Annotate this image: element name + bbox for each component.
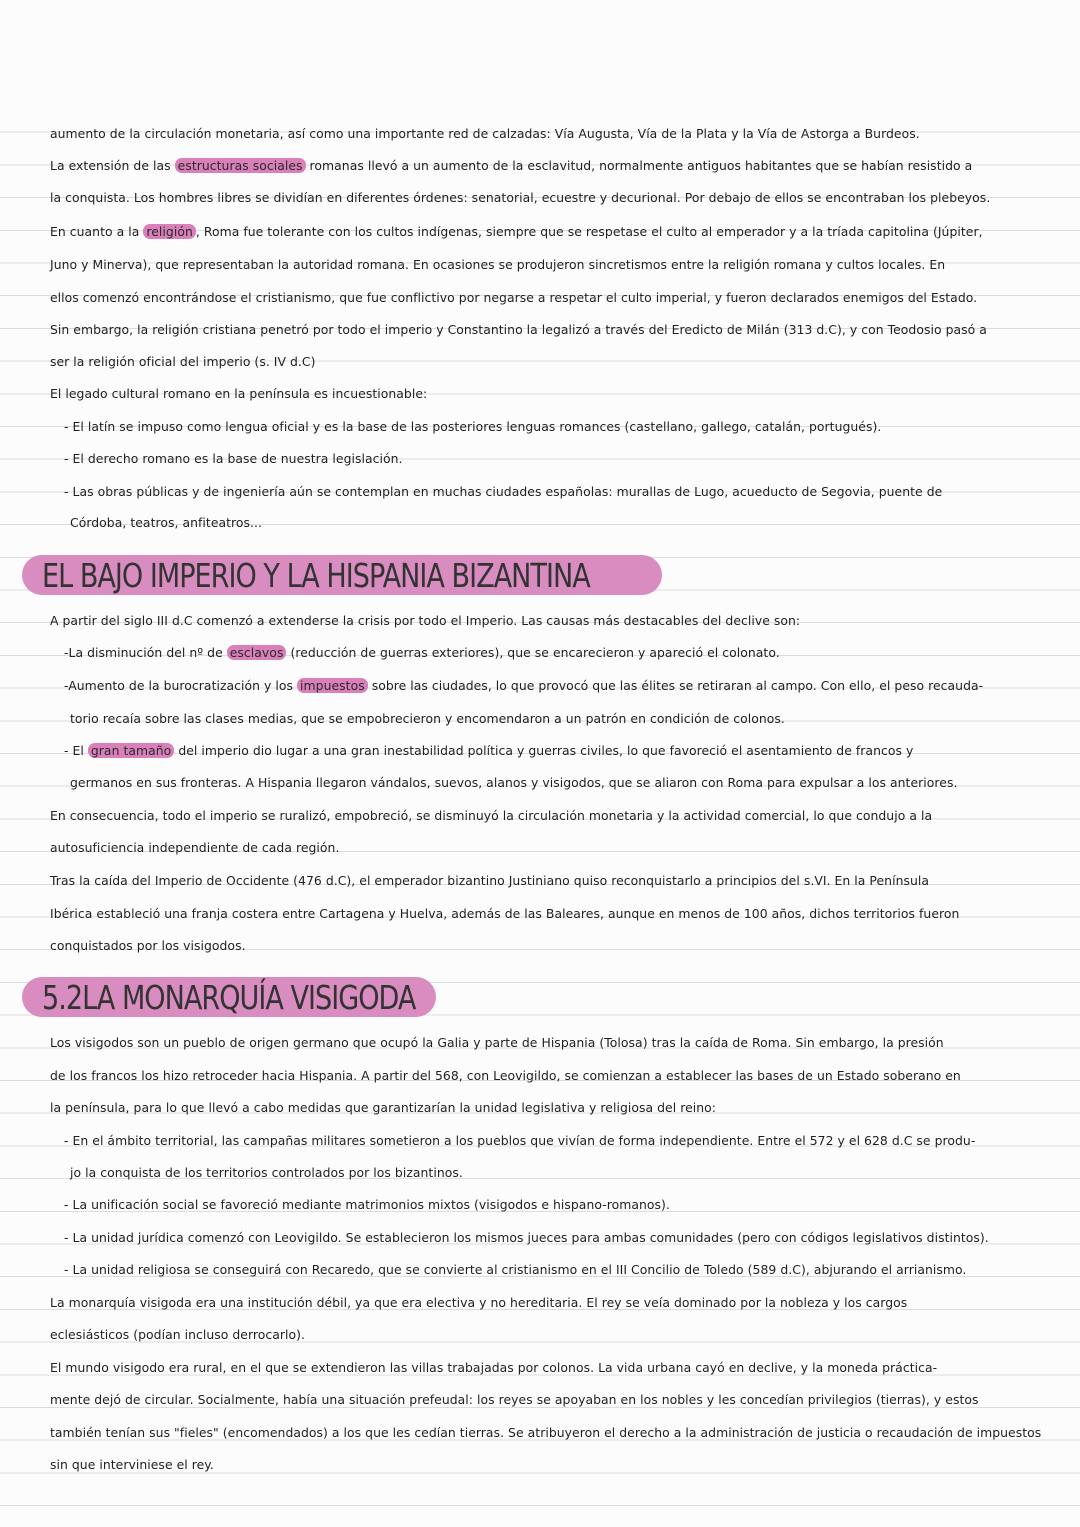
text-line: Los visigodos son un pueblo de origen germano que ocupó la Galia y parte de Hispania (Tolosa) tras la caída de Roma. Sin embargo, la presión: [50, 1035, 944, 1050]
text-line: Juno y Minerva), que representaban la autoridad romana. En ocasiones se produjeron sincretismos entre la religión romana y cultos locales. En: [50, 257, 946, 272]
heading-text: 5.2LA MONARQUÍA VISIGODA: [42, 978, 416, 1017]
text-segment: -Aumento de la burocratización y los: [64, 678, 298, 693]
bullet-item: - El derecho romano es la base de nuestra legislación.: [64, 451, 403, 466]
section-heading-bajo-imperio: [22, 555, 662, 595]
text-line: mente dejó de circular. Socialmente, había una situación prefeudal: los reyes se apoyaban en los nobles y les concedían privilegios (tierras), y estos: [50, 1392, 979, 1407]
highlight-esclavos: esclavos: [227, 645, 287, 660]
text-segment: En cuanto a la: [50, 224, 144, 239]
text-line: autosuficiencia independiente de cada región.: [50, 840, 340, 855]
bullet-continuation: jo la conquista de los territorios controlados por los bizantinos.: [70, 1165, 463, 1180]
highlight-religion: religión: [143, 224, 195, 239]
bullet-item: - El latín se impuso como lengua oficial y es la base de las posteriores lenguas romances (castellano, gallego, catalán, portugués).: [64, 419, 882, 434]
text-line: Sin embargo, la religión cristiana penetró por todo el imperio y Constantino la legalizó a través del Eredicto de Milán (313 d.C), y con Teodosio pasó a: [50, 322, 987, 337]
text-line: la conquista. Los hombres libres se dividían en diferentes órdenes: senatorial, ecuestre y decurional. Por debajo de ellos se encontraban los plebeyos.: [50, 190, 991, 205]
bullet-item: - En el ámbito territorial, las campañas militares sometieron a los pueblos que vivían de forma independiente. Entre el 572 y el 628 d.C se produ-: [64, 1133, 976, 1148]
bullet-item: [64, 743, 913, 759]
highlight-gran-tamano: gran tamaño: [88, 743, 174, 758]
text-line: de los francos los hizo retroceder hacia Hispania. A partir del 568, con Leovigildo, se comienzan a establecer las bases de un Estado soberano en: [50, 1068, 961, 1083]
text-line: sin que interviniese el rey.: [50, 1457, 214, 1472]
text-line: [50, 158, 972, 174]
text-line: [50, 224, 983, 240]
text-segment: , Roma fue tolerante con los cultos indígenas, siempre que se respetase el culto al emperador y a la tríada capitolina (Júpiter,: [195, 224, 983, 239]
text-line: La monarquía visigoda era una institución débil, ya que era electiva y no hereditaria. El rey se veía dominado por la nobleza y los cargos: [50, 1295, 908, 1310]
text-line: A partir del siglo III d.C comenzó a extenderse la crisis por todo el Imperio. Las causas más destacables del declive son:: [50, 613, 801, 628]
text-segment: -La disminución del nº de: [64, 645, 227, 660]
bullet-item: - La unidad religiosa se conseguirá con Recaredo, que se convierte al cristianismo en el III Concilio de Toledo (589 d.C), abjurando el arrianismo.: [64, 1262, 967, 1277]
highlight-estructuras-sociales: estructuras sociales: [175, 158, 306, 173]
bullet-continuation: torio recaía sobre las clases medias, que se empobrecieron y encomendaron a un patrón en condición de colonos.: [70, 711, 785, 726]
text-line: El legado cultural romano en la península es incuestionable:: [50, 386, 428, 401]
text-segment: sobre las ciudades, lo que provocó que las élites se retiraran al campo. Con ello, el peso recauda-: [367, 678, 984, 693]
text-segment: romanas llevó a un aumento de la esclavitud, normalmente antiguos habitantes que se habían resistido a: [305, 158, 973, 173]
text-line: la península, para lo que llevó a cabo medidas que garantizarían la unidad legislativa y religiosa del reino:: [50, 1100, 716, 1115]
text-line: conquistados por los visigodos.: [50, 938, 246, 953]
text-line: eclesiásticos (podían incluso derrocarlo).: [50, 1327, 306, 1342]
bullet-item: - Las obras públicas y de ingeniería aún se contemplan en muchas ciudades españolas: murallas de Lugo, acueducto de Segovia, puente de: [64, 484, 943, 499]
bullet-item: - La unidad jurídica comenzó con Leovigildo. Se establecieron los mismos jueces para ambas comunidades (pero con códigos legislativos distintos).: [64, 1230, 989, 1245]
bullet-continuation: germanos en sus fronteras. A Hispania llegaron vándalos, suevos, alanos y visigodos, que se aliaron con Roma para expulsar a los anteriores.: [70, 775, 958, 790]
bullet-continuation: Córdoba, teatros, anfiteatros...: [70, 515, 263, 530]
text-segment: (reducción de guerras exteriores), que se encarecieron y apareció el colonato.: [286, 645, 780, 660]
text-line: ser la religión oficial del imperio (s. IV d.C): [50, 354, 316, 369]
text-line: Tras la caída del Imperio de Occidente (476 d.C), el emperador bizantino Justiniano quiso reconquistarlo a principios del s.VI. En la Península: [50, 873, 930, 888]
heading-text: EL BAJO IMPERIO Y LA HISPANIA BIZANTINA: [42, 556, 590, 595]
text-segment: La extensión de las: [50, 158, 175, 173]
text-line: también tenían sus "fieles" (encomendados) a los que les cedían tierras. Se atribuyeron el derecho a la administración de justicia o recaudación de impuestos: [50, 1425, 1042, 1440]
text-line: aumento de la circulación monetaria, así como una importante red de calzadas: Vía Augusta, Vía de la Plata y la Vía de Astorga a Burdeos.: [50, 126, 920, 141]
text-line: El mundo visigodo era rural, en el que se extendieron las villas trabajadas por colonos. La vida urbana cayó en declive, y la moneda práctica-: [50, 1360, 938, 1375]
text-line: ellos comenzó encontrándose el cristianismo, que fue conflictivo por negarse a respetar el culto imperial, y fueron declarados enemigos del Estado.: [50, 290, 978, 305]
text-line: Ibérica estableció una franja costera entre Cartagena y Huelva, además de las Baleares, aunque en menos de 100 años, dichos territorios fueron: [50, 906, 960, 921]
section-heading-monarquia-visigoda: [22, 977, 436, 1017]
bullet-item: - La unificación social se favoreció mediante matrimonios mixtos (visigodos e hispano-romanos).: [64, 1197, 670, 1212]
bullet-item: [64, 678, 983, 694]
text-segment: del imperio dio lugar a una gran inestabilidad política y guerras civiles, lo que favoreció el asentamiento de francos y: [174, 743, 914, 758]
text-segment: - El: [64, 743, 88, 758]
text-line: En consecuencia, todo el imperio se ruralizó, empobreció, se disminuyó la circulación monetaria y la actividad comercial, lo que condujo a la: [50, 808, 933, 823]
highlight-impuestos: impuestos: [297, 678, 368, 693]
bullet-item: [64, 645, 780, 661]
